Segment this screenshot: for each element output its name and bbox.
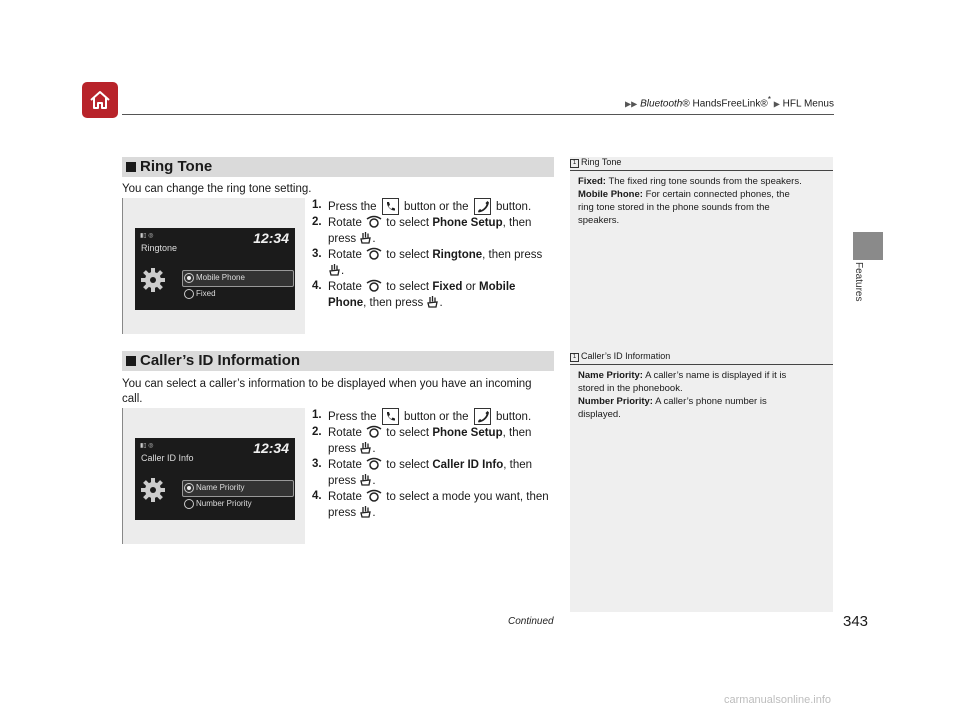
- step-2: 2. Rotate to select Phone Setup, then press .: [312, 426, 532, 455]
- press-hand-icon: [328, 263, 341, 277]
- step-3: 3. Rotate to select Caller ID Info, then press .: [312, 458, 533, 487]
- section-title: Caller’s ID Information: [140, 352, 301, 369]
- status-icons: ▮▯ ◎: [140, 233, 154, 239]
- selector-knob-icon: [365, 457, 383, 471]
- section-title: Ring Tone: [140, 158, 213, 175]
- option-mobile-phone[interactable]: Mobile Phone: [196, 273, 245, 282]
- selector-knob-icon: [365, 279, 383, 293]
- step-1: 1. Press the button or the button.: [312, 199, 532, 213]
- note-marker-icon: 1: [570, 159, 579, 168]
- option-name-priority[interactable]: Name Priority: [196, 483, 245, 492]
- watermark: carmanualsonline.info: [724, 694, 832, 706]
- step-2: 2. Rotate to select Phone Setup, then press .: [312, 216, 532, 245]
- note-caller-id: [570, 351, 833, 421]
- note-marker-icon: 1: [570, 353, 579, 362]
- gear-icon: [139, 476, 167, 504]
- selector-knob-icon: [365, 247, 383, 261]
- status-icons: ▮▯ ◎: [140, 443, 154, 449]
- breadcrumb-hfl-menus[interactable]: HFL Menus: [782, 98, 834, 110]
- breadcrumb-bluetooth[interactable]: Bluetooth: [640, 98, 683, 110]
- section-square-icon: [126, 356, 136, 366]
- radio-icon[interactable]: [184, 499, 194, 509]
- press-hand-icon: [359, 473, 372, 487]
- caller-id-steps: [312, 408, 562, 521]
- section-header-ring-tone: [122, 157, 554, 177]
- breadcrumb-arrow-icon: ▶▶: [625, 99, 638, 109]
- note-text: Name Priority: A caller’s name is displayed if it is stored in the phonebook. Number Priority: A caller’s phone number is displayed.: [578, 370, 787, 420]
- chapter-label: Features: [853, 262, 864, 302]
- selector-knob-icon: [365, 215, 383, 229]
- caller-id-intro: You can select a caller’s information to be displayed when you have an incoming call.: [122, 378, 532, 405]
- ring-tone-screen-image: [122, 198, 305, 334]
- breadcrumb-arrow-icon: ▶: [773, 99, 780, 109]
- selector-knob-icon: [365, 425, 383, 439]
- section-header-caller-id: [122, 351, 554, 371]
- screen-title: Ringtone: [141, 243, 178, 253]
- breadcrumb: [600, 94, 834, 109]
- press-hand-icon: [426, 295, 439, 309]
- display-screen: [135, 438, 295, 520]
- caller-id-screen-image: [122, 408, 305, 544]
- home-icon[interactable]: [82, 82, 118, 118]
- screen-clock: 12:34: [253, 440, 289, 456]
- display-screen: [135, 228, 295, 310]
- radio-icon[interactable]: [184, 289, 194, 299]
- page-number: 343: [843, 613, 869, 630]
- phone-icon: [382, 408, 399, 425]
- header-rule: [122, 114, 834, 115]
- selector-knob-icon: [365, 489, 383, 503]
- ring-tone-steps: [312, 198, 562, 311]
- ring-tone-intro: You can change the ring tone setting.: [122, 183, 312, 195]
- press-hand-icon: [359, 441, 372, 455]
- screen-clock: 12:34: [253, 230, 289, 246]
- breadcrumb-hfl[interactable]: ® HandsFreeLink®: [682, 98, 768, 110]
- option-number-priority[interactable]: Number Priority: [196, 499, 252, 508]
- step-4: 4. Rotate to select a mode you want, then press .: [312, 490, 549, 519]
- chapter-tab[interactable]: [853, 232, 883, 260]
- phone-icon: [382, 198, 399, 215]
- phone-hook-icon: [474, 408, 491, 425]
- gear-icon: [139, 266, 167, 294]
- radio-selected-icon[interactable]: [184, 483, 194, 493]
- phone-hook-icon: [474, 198, 491, 215]
- press-hand-icon: [359, 505, 372, 519]
- continued-label: Continued: [508, 616, 554, 627]
- screen-title: Caller ID Info: [141, 453, 194, 463]
- note-heading: 1 Caller’s ID Information: [570, 351, 833, 365]
- note-heading: 1 Ring Tone: [570, 157, 833, 171]
- breadcrumb-star: *: [767, 94, 771, 104]
- step-3: 3. Rotate to select Ringtone, then press .: [312, 248, 543, 277]
- step-4: 4. Rotate to select Fixed or Mobile Phone, then press .: [312, 280, 516, 309]
- section-square-icon: [126, 162, 136, 172]
- press-hand-icon: [359, 231, 372, 245]
- note-ring-tone: [570, 157, 833, 227]
- radio-selected-icon[interactable]: [184, 273, 194, 283]
- step-1: 1. Press the button or the button.: [312, 409, 532, 423]
- option-fixed[interactable]: Fixed: [196, 289, 216, 298]
- note-text: Fixed: The fixed ring tone sounds from the speakers. Mobile Phone: For certain connected phones, the ring tone stored in the phone sounds from the speakers.: [578, 176, 802, 226]
